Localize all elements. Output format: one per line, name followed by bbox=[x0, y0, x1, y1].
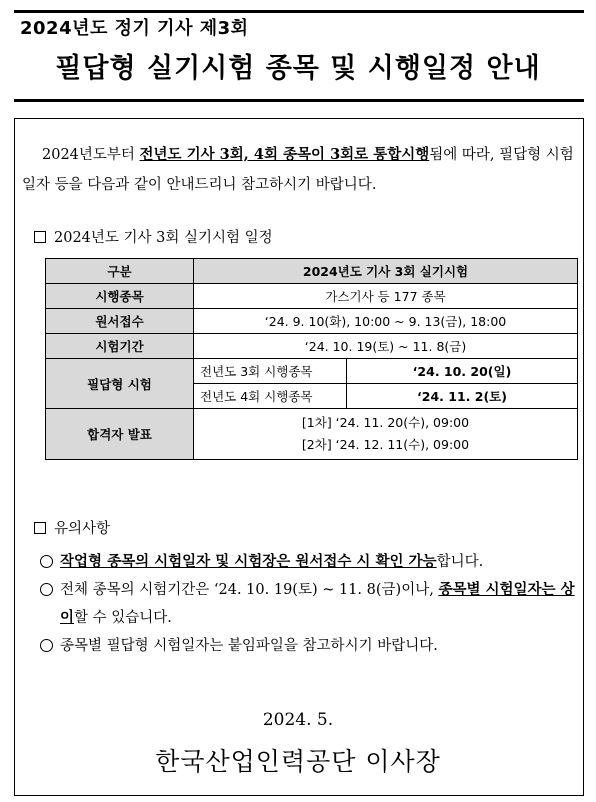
result-line-1: [1차] ‘24. 11. 20(수), 09:00 bbox=[301, 415, 470, 430]
circle-bullet-icon bbox=[40, 639, 53, 652]
intro-text-2: 됨에 따라, 필답형 시험일자 등을 다음과 같이 안내드리니 참고하시기 바랍니다. bbox=[22, 147, 574, 193]
row-value: ‘24. 11. 2(토) bbox=[347, 384, 578, 409]
row-label: 시험기간 bbox=[46, 334, 194, 359]
subtitle: 2024년도 정기 기사 제3회 bbox=[20, 18, 249, 39]
note-text: 합니다. bbox=[436, 554, 484, 570]
row-value: 가스기사 등 177 종목 bbox=[194, 284, 578, 309]
list-item bbox=[36, 576, 584, 632]
row-label: 원서접수 bbox=[46, 309, 194, 334]
table-row bbox=[46, 409, 578, 460]
notes-section-title bbox=[34, 517, 110, 538]
table-row bbox=[46, 334, 578, 359]
note-text: 전체 종목의 시험기간은 ‘24. 10. 19(토) ~ 11. 8(금)이나, bbox=[60, 582, 439, 598]
circle-bullet-icon bbox=[40, 555, 53, 568]
row-value: ‘24. 9. 10(화), 10:00 ~ 9. 13(금), 18:00 bbox=[194, 309, 578, 334]
result-line-2: [2차] ‘24. 12. 11(수), 09:00 bbox=[301, 437, 470, 452]
list-item bbox=[36, 548, 584, 576]
schedule-section-title bbox=[34, 226, 273, 247]
list-item bbox=[36, 632, 584, 660]
intro-text-1: 2024년도부터 bbox=[42, 147, 140, 163]
table-header-cell: 2024년도 기사 3회 실기시험 bbox=[194, 259, 578, 284]
schedule-table bbox=[45, 258, 578, 460]
note-text: 할 수 있습니다. bbox=[74, 610, 172, 626]
table-header-cell: 구분 bbox=[46, 259, 194, 284]
row-value: ‘24. 10. 20(일) bbox=[347, 359, 578, 384]
row-label: 필답형 시험 bbox=[46, 359, 194, 409]
note-highlight: 작업형 종목의 시험일자 및 시험장은 원서접수 시 확인 가능 bbox=[60, 553, 437, 570]
checkbox-icon bbox=[34, 231, 46, 243]
row-value: ‘24. 10. 19(토) ~ 11. 8(금) bbox=[194, 334, 578, 359]
intro-highlight: 전년도 기사 3회, 4회 종목이 3회로 통합시행 bbox=[139, 146, 430, 163]
row-sublabel: 전년도 4회 시행종목 bbox=[194, 384, 347, 409]
table-row bbox=[46, 359, 578, 384]
row-sublabel: 전년도 3회 시행종목 bbox=[194, 359, 347, 384]
table-row bbox=[46, 259, 578, 284]
row-label: 시행종목 bbox=[46, 284, 194, 309]
schedule-section-label: 2024년도 기사 3회 실기시험 일정 bbox=[54, 230, 273, 246]
page-title: 필답형 실기시험 종목 및 시행일정 안내 bbox=[55, 53, 541, 84]
notes-list bbox=[36, 548, 584, 660]
table-row bbox=[46, 309, 578, 334]
row-label: 합격자 발표 bbox=[46, 409, 194, 460]
row-value bbox=[194, 409, 578, 460]
note-text: 종목별 필답형 시험일자는 붙임파일을 참고하시기 바랍니다. bbox=[60, 638, 438, 654]
notes-section-label: 유의사항 bbox=[54, 521, 111, 537]
issue-date: 2024. 5. bbox=[262, 710, 334, 730]
checkbox-icon bbox=[34, 522, 46, 534]
note-highlight: 종목별 시험일자는 상이 bbox=[60, 581, 575, 626]
intro-paragraph bbox=[22, 140, 578, 200]
circle-bullet-icon bbox=[40, 583, 53, 596]
issuer-name: 한국산업인력공단 이사장 bbox=[155, 747, 441, 776]
table-row bbox=[46, 284, 578, 309]
